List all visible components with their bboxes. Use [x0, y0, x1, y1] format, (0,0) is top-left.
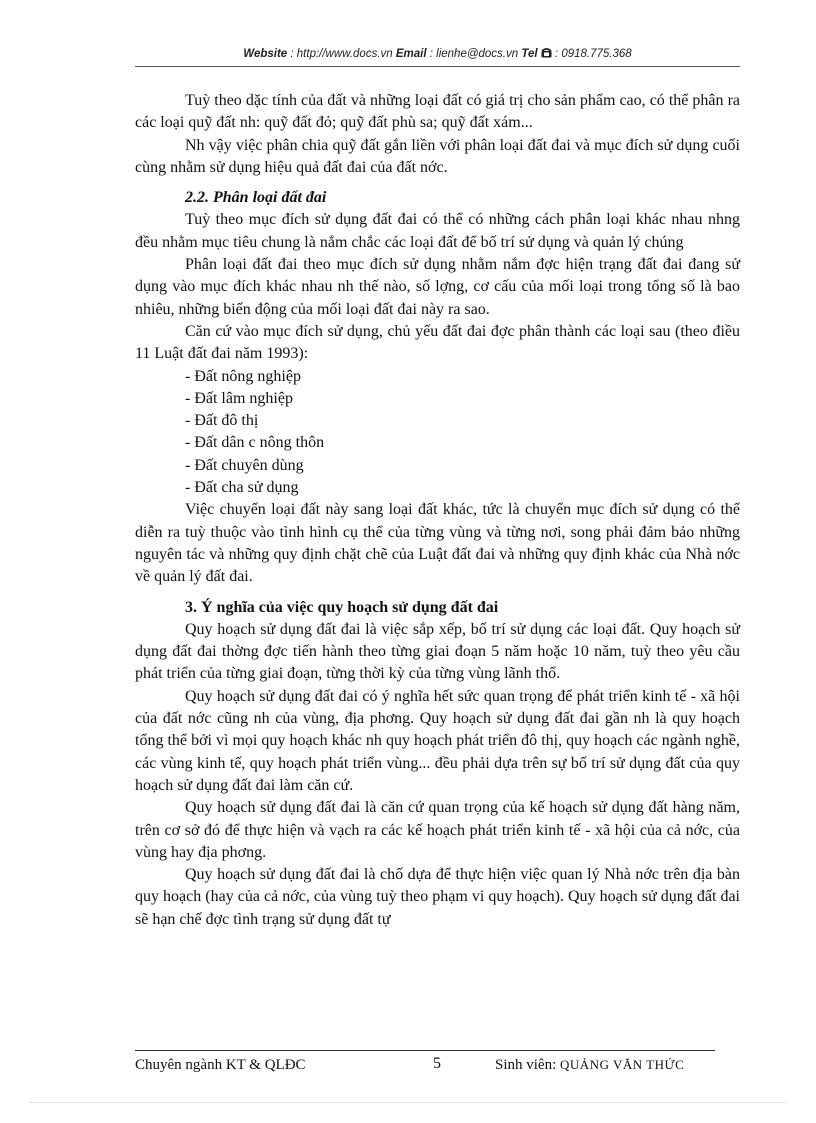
email-sep: :: [426, 48, 437, 60]
page-bottom-edge: [30, 1102, 786, 1103]
paragraph-5: Căn cứ vào mục đích sử dụng, chủ yếu đất đai đợc phân thành các loại sau (theo điều 11 Luật đất đai năm 1993):: [135, 322, 740, 363]
phone-icon: [541, 48, 555, 60]
paragraph-8: Quy hoạch sử dụng đất đai có ý nghĩa hết sức quan trọng để phát triển kinh tế - xã hội của đất nớc cũng nh của vùng, địa phơng. Quy hoạch sử dụng đất đai gần nh là quy hoạch tổng thể bởi vì mọi quy hoạch khác nh quy hoạch phát triển đô thị, quy hoạch các ngành nghề, các vùng kinh tế, quy hoạch phát triển vùng... đều phải dựa trên sự bố trí sử dụng đất của quy hoạch sử dụng đất đai làm căn cứ.: [135, 687, 740, 794]
document-body: [135, 90, 740, 931]
paragraph-2: Nh vậy việc phân chia quỹ đất gắn liền với phân loại đất đai và mục đích sử dụng cuối cùng nhằm sử dụng hiệu quả đất đai của đất nớc.: [135, 136, 740, 176]
list-item: - Đất đô thị: [185, 412, 259, 430]
page-header: [135, 48, 740, 60]
tel-value: 0918.775.368: [561, 48, 632, 60]
email-label: Email: [395, 48, 427, 60]
footer-divider: [135, 1050, 715, 1051]
list-item: - Đất chuyên dùng: [185, 456, 304, 474]
student-label: Sinh viên:: [495, 1057, 557, 1073]
header-divider: [135, 66, 740, 67]
website-label: Website: [243, 48, 288, 60]
paragraph-7: Quy hoạch sử dụng đất đai là việc sắp xếp, bố trí sử dụng các loại đất. Quy hoạch sử dụng đất đai thờng đợc tiến hành theo từng giai đoạn 5 năm hoặc 10 năm, tuỳ theo yêu cầu phát triển của từng giai đoạn, từng thời kỳ của từng vùng lãnh thổ.: [135, 620, 740, 683]
page-number: 5: [433, 1055, 441, 1072]
footer-student: [495, 1057, 684, 1074]
paragraph-3: Tuỳ theo mục đích sử dụng đất đai có thể có những cách phân loại khác nhau nhng đều nhằm mục tiêu chung là nắm chắc các loại đất để bố trí sử dụng và quản lý chúng: [135, 211, 740, 251]
student-name: QUẢNG VĂN THỨC: [560, 1057, 685, 1072]
website-url[interactable]: http://www.docs.vn: [296, 48, 393, 60]
paragraph-1: Tuỳ theo dặc tính của đất và những loại đất có giá trị cho sản phẩm cao, có thể phân ra các loại quỹ đất nh: quỹ đất đỏ; quỹ đất phù sa; quỹ đất xám...: [135, 92, 740, 132]
page-footer: [135, 1057, 715, 1079]
paragraph-4: Phân loại đất đai theo mục đích sử dụng nhằm nắm đợc hiện trạng đất đai đang sử dụng vào mục đích khác nhau nh thế nào, số lợng, cơ cấu của mối loại trong tổng số là bao nhiêu, những biến động của mối loại đất đai này ra sao.: [135, 256, 740, 318]
list-item: - Đất nông nghiệp: [185, 367, 301, 385]
paragraph-6: Việc chuyển loại đất này sang loại đất khác, tức là chuyển mục đích sử dụng có thể diễn ra tuỳ thuộc vào tình hình cụ thể của từng vùng và từng nơi, song phải đảm bảo những nguyên tác và những quy định chặt chẽ của Luật đất đai và những quy định khác của Nhà nớc về quản lý đất đai.: [135, 501, 740, 586]
paragraph-9: Quy hoạch sử dụng đất đai là căn cứ quan trọng của kế hoạch sử dụng đất hàng năm, trên cơ sở đó để thực hiện và vạch ra các kế hoạch phát triển kinh tế - xã hội của cả nớc, của vùng hay địa phơng.: [135, 799, 740, 861]
website-sep: :: [287, 48, 297, 60]
section-heading-2-2: 2.2. Phân loại đất đai: [185, 189, 327, 207]
tel-sep: :: [554, 48, 562, 60]
list-item: - Đất lâm nghiệp: [185, 389, 293, 407]
email-value[interactable]: lienhe@docs.vn: [436, 48, 519, 60]
list-item: - Đất dân c nông thôn: [185, 434, 325, 452]
section-heading-3: 3. Ý nghĩa của việc quy hoạch sử dụng đất đai: [185, 598, 499, 616]
tel-label: Tel: [521, 48, 538, 60]
list-item: - Đất cha sử dụng: [185, 479, 299, 497]
paragraph-10: Quy hoạch sử dụng đất đai là chố dựa để thực hiện việc quan lý Nhà nớc trên địa bàn quy hoạch (hay của cả nớc, của vùng tuỳ theo phạm vi quy hoạch). Quy hoạch sử dụng đất đai sẽ hạn chế đợc tình trạng sử dụng đất tự: [135, 866, 740, 928]
footer-major: Chuyên ngành KT & QLĐC: [135, 1057, 306, 1073]
